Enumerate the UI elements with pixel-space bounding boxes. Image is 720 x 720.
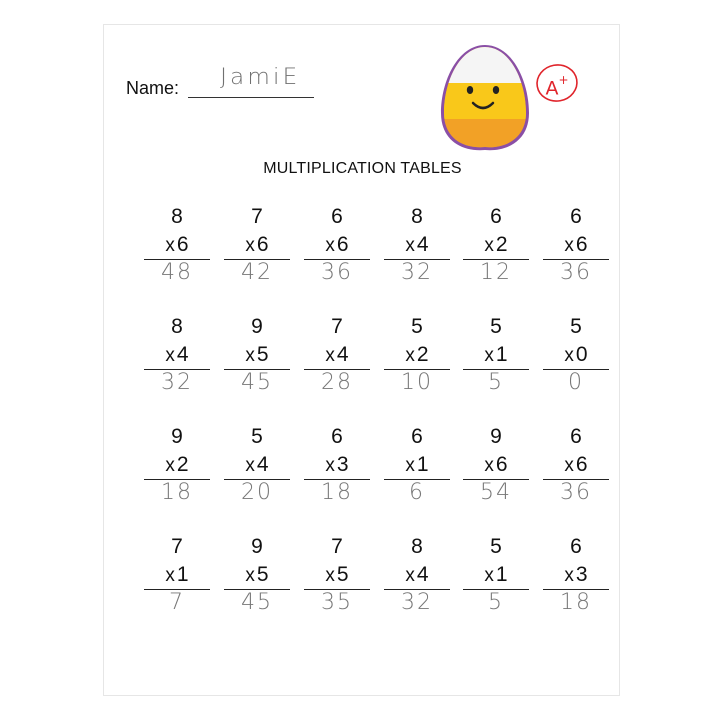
times-sign: x [405,455,415,476]
problem-top-number: 6 [331,205,343,228]
problem-factor: 1 [416,453,429,476]
handwritten-answer: 42 [241,260,273,285]
problem-top-number: 7 [331,315,343,338]
times-sign: x [325,345,335,366]
problem-multiplier [541,343,611,367]
problem-multiplier [142,343,212,367]
times-sign: x [325,455,335,476]
problem-factor: 4 [256,453,269,476]
problem [541,205,611,301]
handwritten-answer: 18 [560,590,592,615]
problem [461,205,531,301]
problem-factor: 5 [256,343,269,366]
problem-factor: 1 [495,343,508,366]
problem-multiplier [382,563,452,587]
times-sign: x [325,565,335,586]
problem-factor: 5 [256,563,269,586]
times-sign: x [484,345,494,366]
handwritten-answer: 0 [568,370,584,395]
problem [382,535,452,631]
problem-multiplier [302,343,372,367]
problem-multiplier [302,563,372,587]
problem-factor: 6 [575,233,588,256]
problem-factor: 1 [495,563,508,586]
times-sign: x [484,235,494,256]
handwritten-answer: 36 [321,260,353,285]
problem-multiplier [461,563,531,587]
problem [382,315,452,411]
problem-multiplier [461,453,531,477]
problem [382,205,452,301]
name-row [126,63,326,103]
handwritten-answer: 35 [321,590,353,615]
times-sign: x [564,455,574,476]
problem-multiplier [382,453,452,477]
handwritten-answer: 5 [488,370,504,395]
times-sign: x [564,345,574,366]
times-sign: x [245,345,255,366]
handwritten-answer: 18 [321,480,353,505]
times-sign: x [165,565,175,586]
name-label: Name: [126,78,180,98]
times-sign: x [165,235,175,256]
problem-factor: 6 [575,453,588,476]
times-sign: x [325,235,335,256]
problem [302,535,372,631]
problem-factor: 4 [416,233,429,256]
problem-factor: 5 [336,563,349,586]
problem-factor: 3 [336,453,349,476]
problem-top-number: 6 [570,425,582,448]
problem-multiplier [222,563,292,587]
problem [142,205,212,301]
handwritten-answer: 20 [241,480,273,505]
problem [222,315,292,411]
problem [461,425,531,521]
problem-top-number: 5 [490,315,502,338]
problem-multiplier [541,233,611,257]
handwritten-answer: 28 [321,370,353,395]
problem-multiplier [222,343,292,367]
problem-factor: 1 [176,563,189,586]
problem [222,425,292,521]
handwritten-answer: 7 [169,590,185,615]
problem-top-number: 8 [411,535,423,558]
grade-text: A+ [545,73,569,100]
problem-top-number: 6 [331,425,343,448]
problem-top-number: 5 [570,315,582,338]
problem-factor: 6 [336,233,349,256]
grade-mark [534,62,580,104]
times-sign: x [484,565,494,586]
times-sign: x [165,455,175,476]
handwritten-answer: 45 [241,370,273,395]
problem-top-number: 9 [490,425,502,448]
times-sign: x [165,345,175,366]
problem [302,315,372,411]
problem-top-number: 5 [490,535,502,558]
problem-multiplier [142,563,212,587]
handwritten-answer: 32 [401,260,433,285]
handwritten-answer: 10 [401,370,433,395]
handwritten-answer: 32 [161,370,193,395]
problem-top-number: 7 [171,535,183,558]
handwritten-answer: 48 [161,260,193,285]
problem-factor: 0 [575,343,588,366]
problem-multiplier [302,453,372,477]
handwritten-answer: 6 [409,480,425,505]
times-sign: x [405,565,415,586]
problem-multiplier [541,453,611,477]
problem [541,535,611,631]
problem-top-number: 7 [251,205,263,228]
times-sign: x [564,235,574,256]
problem-top-number: 9 [171,425,183,448]
times-sign: x [484,455,494,476]
student-name: JamiE [220,65,301,90]
problem-multiplier [382,233,452,257]
handwritten-answer: 36 [560,480,592,505]
problem-top-number: 6 [570,205,582,228]
handwritten-answer: 5 [488,590,504,615]
times-sign: x [405,235,415,256]
problem [222,535,292,631]
problem-top-number: 9 [251,535,263,558]
worksheet-page [103,24,620,696]
problem-top-number: 5 [411,315,423,338]
problem-multiplier [461,233,531,257]
problem [222,205,292,301]
handwritten-answer: 32 [401,590,433,615]
problem-multiplier [302,233,372,257]
problem-multiplier [222,453,292,477]
problem-top-number: 6 [411,425,423,448]
problem [382,425,452,521]
handwritten-answer: 45 [241,590,273,615]
handwritten-answer: 54 [480,480,512,505]
name-underline [188,97,314,98]
problem-top-number: 9 [251,315,263,338]
handwritten-answer: 18 [161,480,193,505]
problem-factor: 2 [176,453,189,476]
problem-top-number: 8 [411,205,423,228]
problem-top-number: 6 [490,205,502,228]
problem-multiplier [222,233,292,257]
problem [541,425,611,521]
problem-top-number: 8 [171,315,183,338]
problem-factor: 6 [256,233,269,256]
candy-corn-smiley-icon [440,41,530,153]
problem-multiplier [461,343,531,367]
problem-multiplier [142,453,212,477]
problem [461,535,531,631]
problem-factor: 2 [416,343,429,366]
page-title: MULTIPLICATION TABLES [263,160,462,177]
problem [302,205,372,301]
problem [302,425,372,521]
times-sign: x [564,565,574,586]
handwritten-answer: 36 [560,260,592,285]
times-sign: x [245,455,255,476]
times-sign: x [245,235,255,256]
problem-factor: 4 [336,343,349,366]
problem [541,315,611,411]
problem-multiplier [142,233,212,257]
times-sign: x [405,345,415,366]
problem-top-number: 7 [331,535,343,558]
problem-factor: 4 [176,343,189,366]
problem-factor: 2 [495,233,508,256]
problem-top-number: 5 [251,425,263,448]
problem-top-number: 8 [171,205,183,228]
problem-multiplier [382,343,452,367]
problem-top-number: 6 [570,535,582,558]
times-sign: x [245,565,255,586]
problem-multiplier [541,563,611,587]
problem [142,425,212,521]
problem [142,315,212,411]
problem [142,535,212,631]
problem [461,315,531,411]
problem-factor: 6 [495,453,508,476]
handwritten-answer: 12 [480,260,512,285]
problem-factor: 3 [575,563,588,586]
problem-factor: 6 [176,233,189,256]
problem-factor: 4 [416,563,429,586]
